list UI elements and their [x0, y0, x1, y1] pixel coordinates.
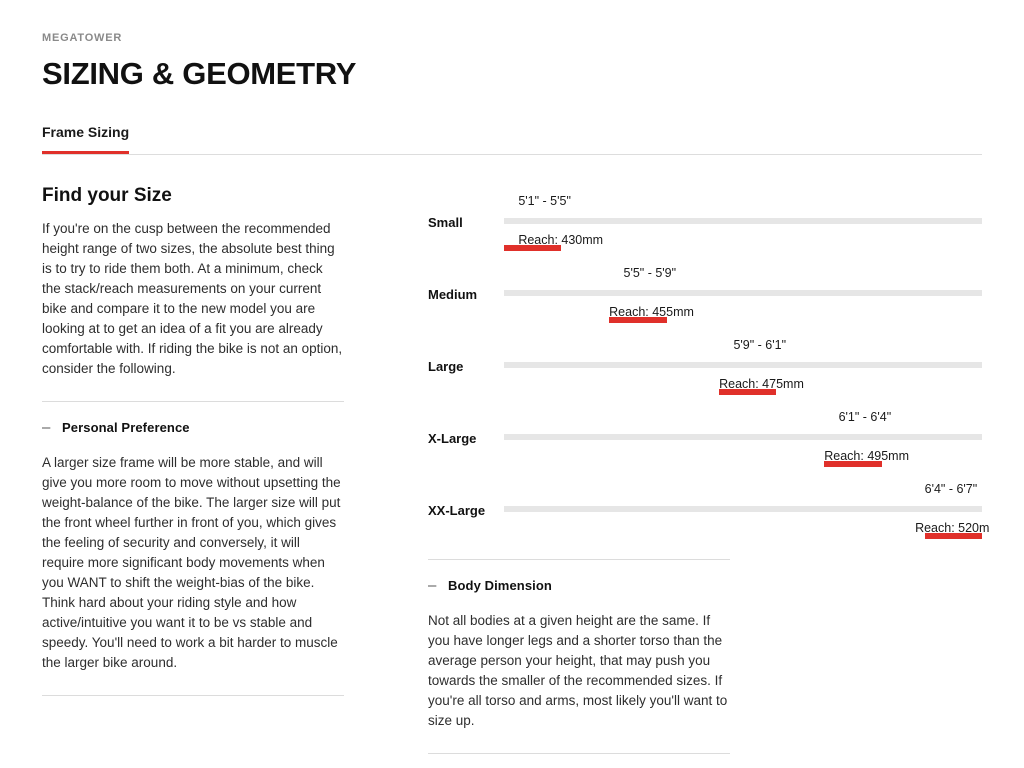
reach-label: Reach: 520m: [915, 521, 990, 535]
find-your-size-copy: If you're on the cusp between the recommended height range of two sizes, the absolute best thing is to try to ride them both. At a minimum, check the stack/reach measurements on your current bike and compare it to the new model you are looking at to get an idea of a fit you are already comfortable with. If riding the bike is not an option, consider the following.: [42, 221, 343, 376]
size-track: [504, 410, 982, 463]
size-label: Medium: [428, 287, 478, 302]
reach-label: Reach: 495mm: [824, 449, 910, 463]
model-eyebrow: MEGATOWER: [42, 32, 123, 44]
table-row: [428, 407, 982, 479]
accordion-personal-preference-body: [42, 453, 344, 673]
reach-label: Reach: 455mm: [609, 305, 694, 319]
accordion-body-dimension-body: [428, 611, 730, 731]
height-range-label: 6'4" - 6'7": [924, 482, 978, 496]
tab-frame-sizing[interactable]: Frame Sizing: [42, 124, 129, 154]
left-divider: [42, 401, 344, 402]
right-column: [428, 185, 990, 754]
minus-icon: –: [42, 419, 51, 436]
table-row: [428, 263, 982, 335]
height-range-label: 5'1" - 5'5": [518, 194, 571, 208]
size-label: X-Large: [428, 431, 477, 446]
table-row: [428, 335, 982, 407]
find-your-size-heading: Find your Size: [42, 185, 172, 206]
accordion-personal-preference[interactable]: [42, 420, 344, 435]
size-chart: [428, 185, 990, 551]
personal-preference-copy: A larger size frame will be more stable, and will give you more room to move without upsetting the weight-balance of the bike. The larger size will put the front wheel further in front of you, which gives the feeling of security and conversely, it will require more significant body movements when you WANT to shift the weight-bias of the bike. Think hard about your riding style and how active/intuitive you want it to be vs stable and speedy. You'll need to work a bit harder to muscle the larger bike around.: [42, 455, 341, 670]
content-body: [42, 185, 990, 754]
accordion-body-dimension-label: Body Dimension: [448, 578, 552, 593]
accordion-personal-preference-label: Personal Preference: [62, 420, 190, 435]
size-track: [504, 194, 982, 247]
size-label: XX-Large: [428, 503, 486, 518]
minus-icon: –: [428, 577, 437, 594]
table-row: [428, 191, 982, 263]
left-divider-bottom: [42, 695, 344, 696]
size-label: Small: [428, 215, 463, 230]
size-track: [504, 482, 990, 535]
size-track: [504, 266, 982, 319]
page-title: SIZING & GEOMETRY: [42, 56, 357, 91]
accordion-body-dimension[interactable]: [428, 578, 982, 593]
reach-label: Reach: 430mm: [518, 233, 604, 247]
body-dimension-copy: Not all bodies at a given height are the same. If you have longer legs and a shorter torso than the average person your height, that may push you towards the smaller of the recommended sizes. If you're all torso and arms, most likely you'll want to size up.: [428, 613, 728, 728]
left-column: [42, 185, 344, 754]
table-row: [428, 479, 990, 551]
right-divider-bottom: [428, 753, 730, 754]
reach-label: Reach: 475mm: [719, 377, 804, 391]
size-label: Large: [428, 359, 464, 374]
size-track: [504, 338, 982, 391]
height-range-label: 5'9" - 6'1": [733, 338, 787, 352]
tab-bar: [42, 124, 982, 155]
height-range-label: 6'1" - 6'4": [838, 410, 892, 424]
right-divider: [428, 559, 730, 560]
height-range-label: 5'5" - 5'9": [623, 266, 677, 280]
